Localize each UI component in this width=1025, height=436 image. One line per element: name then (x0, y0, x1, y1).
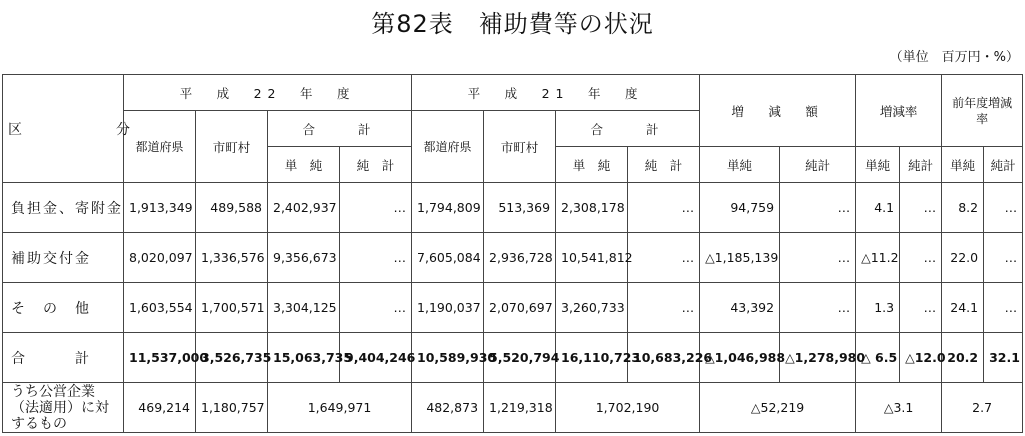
cell: … (628, 233, 700, 283)
cell: 16,110,723 (556, 333, 628, 383)
cell: 1,702,190 (556, 383, 700, 433)
header-total-21: 合 計 (556, 111, 700, 147)
cell: △11.2 (856, 233, 900, 283)
cell: 1,603,554 (124, 283, 196, 333)
cell: 8.2 (942, 183, 984, 233)
table-row (3, 283, 1023, 333)
subsidy-table (2, 74, 1023, 433)
row-label: 補助交付金 (3, 233, 124, 283)
cell: △1,185,139 (700, 233, 780, 283)
row-label: そ の 他 (3, 283, 124, 333)
cell: 22.0 (942, 233, 984, 283)
header-simple-prev: 単純 (942, 147, 984, 183)
cell: 2,308,178 (556, 183, 628, 233)
cell: … (340, 233, 412, 283)
table-row-public-enterprise (3, 383, 1023, 433)
cell: 9,356,673 (268, 233, 340, 283)
header-total-22: 合 計 (268, 111, 412, 147)
cell: 11,537,000 (124, 333, 196, 383)
cell: △52,219 (700, 383, 856, 433)
cell: 24.1 (942, 283, 984, 333)
cell: 20.2 (942, 333, 984, 383)
header-pref-21: 都道府県 (412, 111, 484, 183)
cell: 5,520,794 (484, 333, 556, 383)
cell: 2,936,728 (484, 233, 556, 283)
header-simple-22: 単 純 (268, 147, 340, 183)
cell: 489,588 (196, 183, 268, 233)
cell: 1.3 (856, 283, 900, 333)
cell: … (900, 183, 942, 233)
cell: 8,020,097 (124, 233, 196, 283)
cell: 2.7 (942, 383, 1023, 433)
header-change-amount: 増 減 額 (700, 75, 856, 147)
cell: 43,392 (700, 283, 780, 333)
cell: 1,190,037 (412, 283, 484, 333)
cell: △1,046,988 (700, 333, 780, 383)
table-title: 第82表 補助費等の状況 (371, 10, 654, 38)
cell: … (780, 283, 856, 333)
cell: 3,526,735 (196, 333, 268, 383)
header-pref-22: 都道府県 (124, 111, 196, 183)
cell: … (628, 283, 700, 333)
cell: 2,402,937 (268, 183, 340, 233)
header-kubun: 区 分 (3, 75, 124, 183)
cell: 1,913,349 (124, 183, 196, 233)
cell: 1,180,757 (196, 383, 268, 433)
cell: 3,260,733 (556, 283, 628, 333)
cell: 1,700,571 (196, 283, 268, 333)
cell: 10,683,226 (628, 333, 700, 383)
cell: 7,605,084 (412, 233, 484, 283)
cell: … (984, 183, 1023, 233)
header-net-rate: 純計 (900, 147, 942, 183)
cell: … (900, 233, 942, 283)
cell: … (900, 283, 942, 333)
cell: … (340, 283, 412, 333)
cell: 32.1 (984, 333, 1023, 383)
header-net-22: 純 計 (340, 147, 412, 183)
cell: △3.1 (856, 383, 942, 433)
unit-note: （単位 百万円・%） (889, 50, 1019, 65)
cell: △ 6.5 (856, 333, 900, 383)
cell: 482,873 (412, 383, 484, 433)
cell: 1,336,576 (196, 233, 268, 283)
cell: 3,304,125 (268, 283, 340, 333)
cell: … (984, 283, 1023, 333)
cell: … (340, 183, 412, 233)
header-net-change: 純計 (780, 147, 856, 183)
cell: 94,759 (700, 183, 780, 233)
header-net-prev: 純計 (984, 147, 1023, 183)
header-city-21: 市町村 (484, 111, 556, 183)
cell: 10,541,812 (556, 233, 628, 283)
header-city-22: 市町村 (196, 111, 268, 183)
header-simple-rate: 単純 (856, 147, 900, 183)
header-fy21: 平 成 21 年 度 (412, 75, 700, 111)
cell: … (780, 233, 856, 283)
cell: 4.1 (856, 183, 900, 233)
cell: 1,794,809 (412, 183, 484, 233)
cell: … (780, 183, 856, 233)
header-simple-change: 単純 (700, 147, 780, 183)
cell: 469,214 (124, 383, 196, 433)
cell: … (628, 183, 700, 233)
header-net-21: 純 計 (628, 147, 700, 183)
cell: 1,219,318 (484, 383, 556, 433)
cell: 1,649,971 (268, 383, 412, 433)
header-prev-rate: 前年度増減率 (942, 75, 1023, 147)
cell: △1,278,980 (780, 333, 856, 383)
cell: … (984, 233, 1023, 283)
header-change-rate: 増減率 (856, 75, 942, 147)
cell: 2,070,697 (484, 283, 556, 333)
table-row-total (3, 333, 1023, 383)
cell: 15,063,735 (268, 333, 340, 383)
table-row (3, 233, 1023, 283)
table-row (3, 183, 1023, 233)
row-label: 合 計 (3, 333, 124, 383)
cell: △12.0 (900, 333, 942, 383)
cell: 9,404,246 (340, 333, 412, 383)
cell: 513,369 (484, 183, 556, 233)
row-label: 負担金、寄附金 (3, 183, 124, 233)
header-fy22: 平 成 22 年 度 (124, 75, 412, 111)
header-simple-21: 単 純 (556, 147, 628, 183)
row-label: うち公営企業（法適用）に対するもの (3, 383, 124, 433)
cell: 10,589,930 (412, 333, 484, 383)
